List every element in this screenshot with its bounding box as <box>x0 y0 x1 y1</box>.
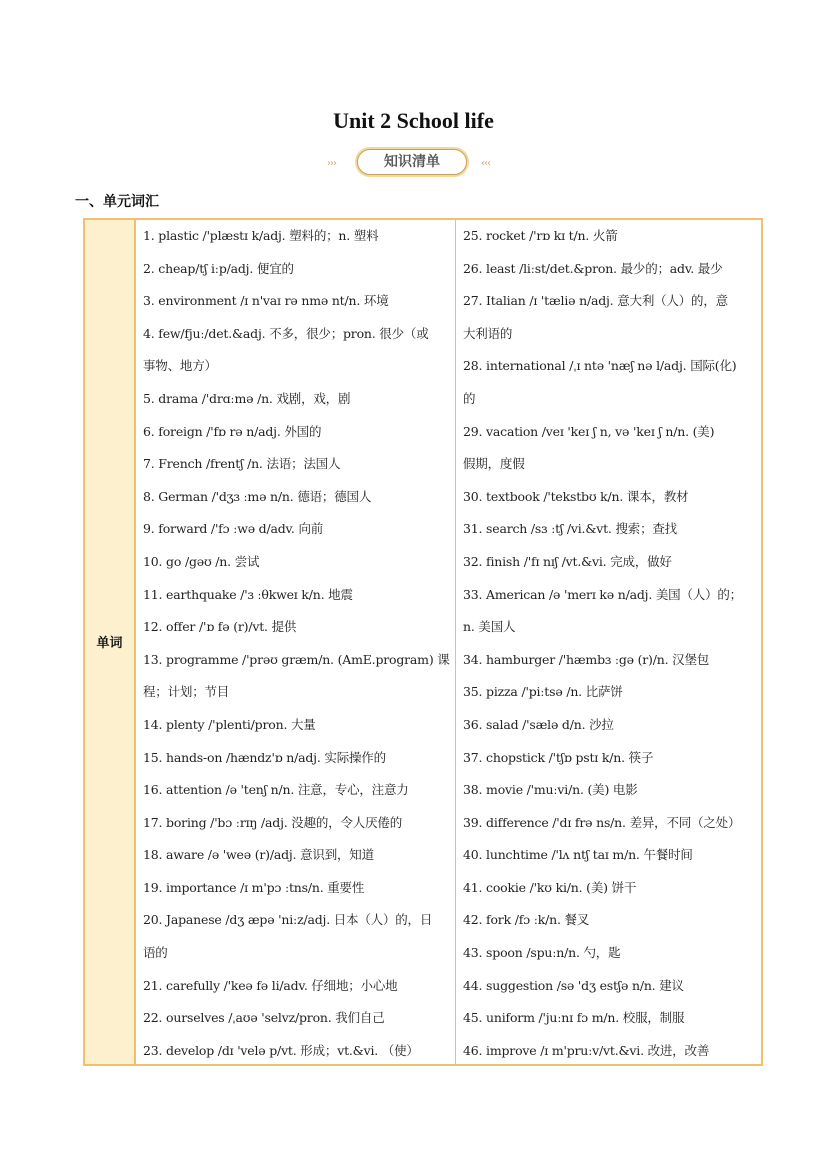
vocab-line: 11. earthquake /'ɜ ːθkweɪ k/n. 地震 <box>143 586 353 602</box>
vocab-line: 8. German /'dʒɜ ːmə n/n. 德语；德国人 <box>143 488 372 504</box>
vocab-line: 2. cheap/tʃ iːp/adj. 便宜的 <box>143 260 294 276</box>
vocab-line: 31. search /sɜ ːtʃ /vi.&vt. 搜索；查找 <box>463 521 677 537</box>
vocab-line: 36. salad /'sælə d/n. 沙拉 <box>463 716 614 732</box>
table-label-cell <box>85 220 136 1064</box>
vocab-line: 22. ourselves /ˌaʊə 'selvz/pron. 我们自己 <box>143 1010 385 1026</box>
vocab-line: 事物、地方） <box>143 358 217 374</box>
column-divider <box>455 220 456 1064</box>
badge-label: 知识清单 <box>357 149 467 175</box>
vocab-line: 28. international /ˌɪ ntə 'næʃ nə l/adj. 国际(化) <box>463 358 737 374</box>
vocab-line: 40. lunchtime /'lʌ ntʃ taɪ m/n. 午餐时间 <box>463 847 693 863</box>
vocab-line: 38. movie /'muːvi/n. (美) 电影 <box>463 782 638 798</box>
vocab-line: 的 <box>463 390 476 406</box>
vocab-line: 4. few/fjuː/det.&adj. 不多，很少；pron. 很少（或 <box>143 325 429 341</box>
vocab-line: 44. suggestion /sə 'dʒ estʃə n/n. 建议 <box>463 977 684 993</box>
vocab-line: 3. environment /ɪ n'vaɪ rə nmə nt/n. 环境 <box>143 293 389 309</box>
vocab-line: 32. finish /'fɪ nɪʃ /vt.&vi. 完成，做好 <box>463 553 672 569</box>
vocab-line: 26. least /liːst/det.&pron. 最少的；adv. 最少 <box>463 260 723 276</box>
badge-frame <box>355 147 469 177</box>
vocab-line: 37. chopstick /'tʃɒ pstɪ k/n. 筷子 <box>463 749 654 765</box>
vocab-line: 27. Italian /ɪ 'tæliə n/adj. 意大利（人）的，意 <box>463 293 728 309</box>
vocab-line: 1. plastic /'plæstɪ k/adj. 塑料的；n. 塑料 <box>143 228 379 243</box>
vocab-line: 程；计划；节目 <box>143 684 230 700</box>
vocab-line: 14. plenty /'plenti/pron. 大量 <box>143 716 316 732</box>
vocab-line: 16. attention /ə 'tenʃ n/n. 注意，专心，注意力 <box>143 782 409 798</box>
table-label: 单词 <box>96 636 123 651</box>
vocab-line: 19. importance /ɪ m'pɔ ːtns/n. 重要性 <box>143 879 365 895</box>
knowledge-list-badge <box>0 146 827 180</box>
vocab-line: 35. pizza /'piːtsə /n. 比萨饼 <box>463 684 623 700</box>
vocab-line: 17. boring /'bɔ ːrɪŋ /adj. 没趣的，令人厌倦的 <box>143 814 402 830</box>
vocab-line: 假期，度假 <box>463 456 525 472</box>
vocab-line: 46. improve /ɪ m'pruːv/vt.&vi. 改进，改善 <box>463 1042 710 1058</box>
vocabulary-table <box>83 218 763 1066</box>
arrows-right-icon: ‹‹‹ <box>481 158 490 169</box>
vocab-line: n. 美国人 <box>463 619 516 635</box>
vocab-column-left <box>143 226 451 1073</box>
vocab-line: 41. cookie /'kʊ ki/n. (美) 饼干 <box>463 879 637 895</box>
vocab-line: 语的 <box>143 945 168 961</box>
vocab-line: 33. American /ə 'merɪ kə n/adj. 美国（人）的； <box>463 586 742 602</box>
vocab-line: 5. drama /'drɑːmə /n. 戏剧，戏，剧 <box>143 390 351 406</box>
vocab-line: 10. go /gəʊ /n. 尝试 <box>143 553 260 569</box>
section-heading: 一、单元词汇 <box>75 194 159 210</box>
vocab-line: 12. offer /'ɒ fə (r)/vt. 提供 <box>143 619 297 635</box>
arrows-left-icon: ››› <box>327 158 336 169</box>
vocab-line: 21. carefully /'keə fə li/adv. 仔细地；小心地 <box>143 977 398 993</box>
vocab-line: 29. vacation /veɪ 'keɪ ʃ n, və 'keɪ ʃ n/n. (美) <box>463 423 715 439</box>
vocab-line: 42. fork /fɔ ːk/n. 餐叉 <box>463 912 590 928</box>
vocab-line: 45. uniform /'juːnɪ fɔ m/n. 校服，制服 <box>463 1010 685 1026</box>
vocab-line: 大利语的 <box>463 325 513 341</box>
vocab-line: 23. develop /dɪ 'velə p/vt. 形成；vt.&vi. （使） <box>143 1042 419 1058</box>
page-title: Unit 2 School life <box>333 108 494 133</box>
vocab-line: 25. rocket /'rɒ kɪ t/n. 火箭 <box>463 228 618 243</box>
vocab-line: 7. French /frentʃ /n. 法语；法国人 <box>143 456 341 472</box>
vocab-line: 34. hamburger /'hæmbɜ ːgə (r)/n. 汉堡包 <box>463 651 710 667</box>
vocab-line: 9. forward /'fɔ ːwə d/adv. 向前 <box>143 521 324 537</box>
vocab-line: 6. foreign /'fɒ rə n/adj. 外国的 <box>143 423 322 439</box>
vocab-column-right <box>463 226 761 1073</box>
vocab-line: 18. aware /ə 'weə (r)/adj. 意识到，知道 <box>143 847 374 863</box>
vocab-line: 30. textbook /'tekstbʊ k/n. 课本，教材 <box>463 488 689 504</box>
vocab-line: 43. spoon /spuːn/n. 勺，匙 <box>463 945 621 961</box>
vocab-line: 13. programme /'prəʊ græm/n. (AmE.program) 课 <box>143 651 450 667</box>
vocab-line: 39. difference /'dɪ frə ns/n. 差异，不同（之处） <box>463 814 741 830</box>
vocab-line: 15. hands-on /hændz'ɒ n/adj. 实际操作的 <box>143 749 386 765</box>
vocab-line: 20. Japanese /dʒ æpə 'niːz/adj. 日本（人）的，日 <box>143 912 433 928</box>
